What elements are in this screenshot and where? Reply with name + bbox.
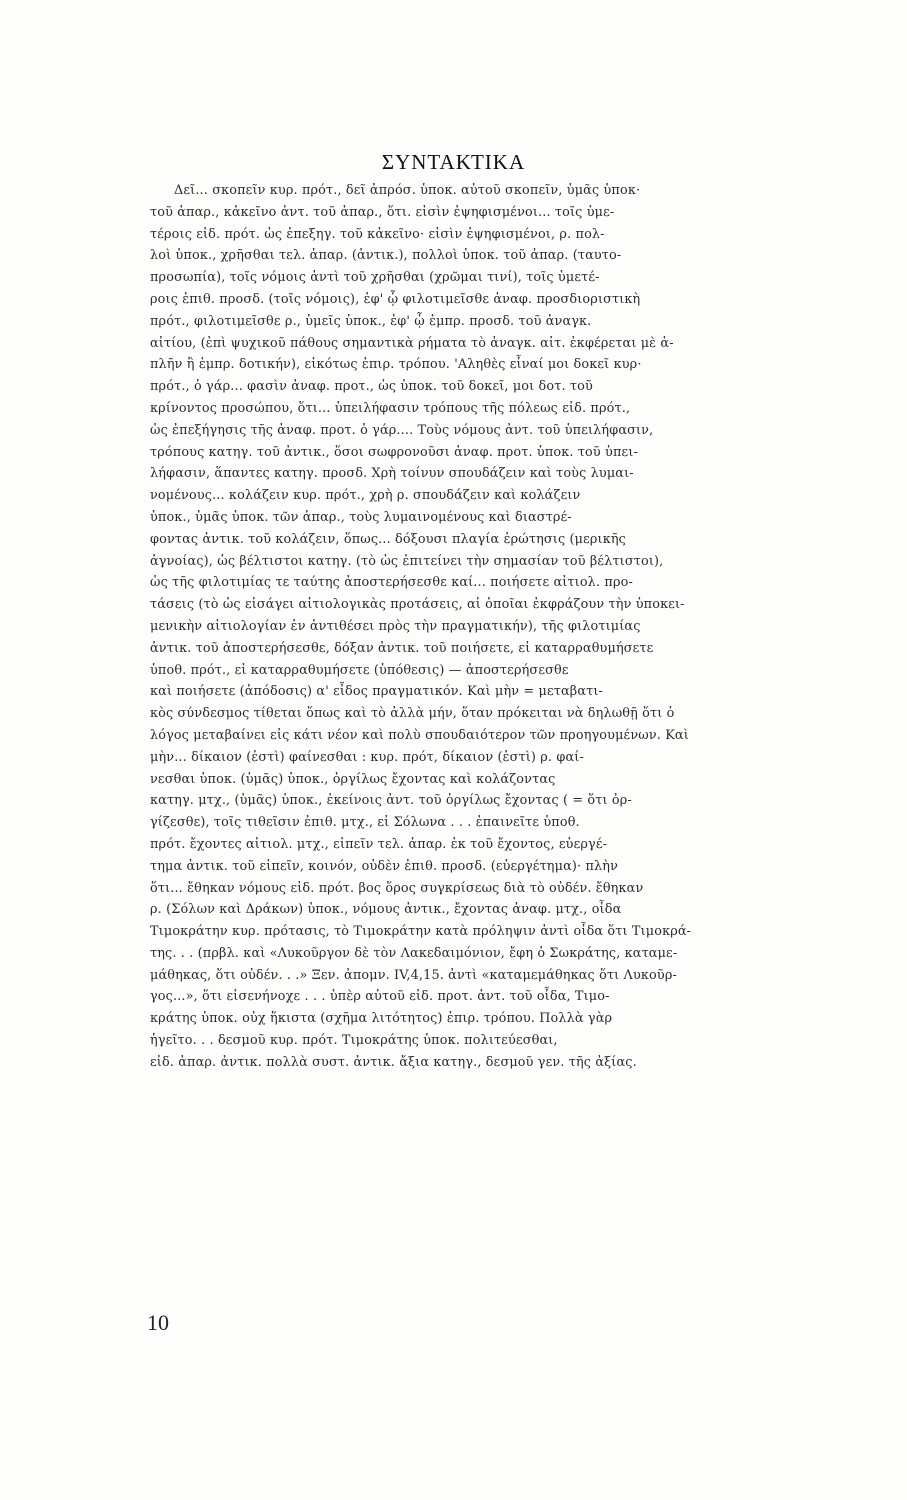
- text-line: γος...», ὅτι εἰσενήνοχε . . . ὑπὲρ αὐτοῦ εἰδ. προτ. ἀντ. τοῦ οἶδα, Τιμο-: [150, 989, 610, 1005]
- text-line: προσωπία), τοῖς νόμοις ἀντὶ τοῦ χρῆσθαι (χρῶμαι τινί), τοῖς ὑμετέ-: [150, 270, 600, 286]
- text-line: λοὶ ὑποκ., χρῆσθαι τελ. ἀπαρ. (ἀντικ.), πολλοὶ ὑποκ. τοῦ ἀπαρ. (ταυτο-: [150, 248, 622, 264]
- text-line: ροις ἐπιθ. προσδ. (τοῖς νόμοις), ἐφ' ᾧ φιλοτιμεῖσθε ἀναφ. προσδιοριστικὴ: [150, 291, 641, 307]
- text-line: καὶ ποιήσετε (ἀπόδοσις) α' εἶδος πραγματικόν. Καὶ μὴν = μεταβατι-: [150, 684, 604, 700]
- text-line: τρόπους κατηγ. τοῦ ἀντικ., ὅσοι σωφρονοῦσι ἀναφ. προτ. ὑποκ. τοῦ ὑπει-: [150, 444, 638, 460]
- text-line: τάσεις (τὸ ὡς εἰσάγει αἰτιολογικὰς προτάσεις, αἱ ὁποῖαι ἐκφράζουν τὴν ὑποκει-: [150, 597, 685, 613]
- text-line: κρίνοντος προσώπου, ὅτι... ὑπειλήφασιν τρόπους τῆς πόλεως εἰδ. πρότ.,: [150, 400, 631, 416]
- text-line: πρότ., φιλοτιμεῖσθε ρ., ὑμεῖς ὑποκ., ἐφ' ᾧ ἐμπρ. προσδ. τοῦ ἀναγκ.: [150, 313, 592, 329]
- text-line: ἡγεῖτο. . . δεσμοῦ κυρ. πρότ. Τιμοκράτης ὑποκ. πολιτεύεσθαι,: [150, 1033, 558, 1049]
- text-line: φοντας ἀντικ. τοῦ κολάζειν, ὅπως... δόξουσι πλαγία ἐρώτησις (μερικῆς: [150, 531, 626, 547]
- text-line: μάθηκας, ὅτι οὐδέν. . .» Ξεν. ἀπομν. IV,4,15. ἀντὶ «καταμεμάθηκας ὅτι Λυκοῦρ-: [150, 967, 677, 983]
- text-line: νομένους... κολάζειν κυρ. πρότ., χρὴ ρ. σπουδάζειν καὶ κολάζειν: [150, 488, 581, 504]
- text-line: πρότ., ὁ γάρ... φασὶν ἀναφ. προτ., ὡς ὑποκ. τοῦ δοκεῖ, μοι δοτ. τοῦ: [150, 379, 593, 395]
- text-line: εἰδ. ἀπαρ. ἀντικ. πολλὰ συστ. ἀντικ. ἄξια κατηγ., δεσμοῦ γεν. τῆς ἀξίας.: [150, 1054, 637, 1070]
- text-line: της. . . (πρβλ. καὶ «Λυκοῦργον δὲ τὸν Λακεδαιμόνιον, ἔφη ὁ Σωκράτης, καταμε-: [150, 945, 678, 961]
- text-line: ὑποκ., ὑμᾶς ὑποκ. τῶν ἀπαρ., τοὺς λυμαινομένους καὶ διαστρέ-: [150, 509, 572, 525]
- page-heading: ΣΥΝΤΑΚΤΙΚΑ: [381, 150, 526, 174]
- text-line: ὡς τῆς φιλοτιμίας τε ταύτης ἀποστερήσεσθε καί... ποιήσετε αἰτιολ. προ-: [150, 575, 633, 591]
- text-line: λόγος μεταβαίνει εἰς κάτι νέον καὶ πολὺ σπουδαιότερον τῶν προηγουμένων. Καὶ: [150, 727, 689, 743]
- text-line: Δεῖ... σκοπεῖν κυρ. πρότ., δεῖ ἀπρόσ. ὑποκ. αὐτοῦ σκοπεῖν, ὑμᾶς ὑποκ·: [174, 183, 641, 198]
- text-line: γίζεσθε), τοῖς τιθεῖσιν ἐπιθ. μτχ., εἰ Σόλωνα . . . ἐπαινεῖτε ὑποθ.: [150, 815, 580, 831]
- text-line: τοῦ ἀπαρ., κἀκεῖνο ἀντ. τοῦ ἀπαρ., ὅτι. εἰσὶν ἐψηφισμένοι... τοῖς ὑμε-: [150, 204, 615, 220]
- text-line: κράτης ὑποκ. οὐχ ἥκιστα (σχῆμα λιτότητος) ἐπιρ. τρόπου. Πολλὰ γὰρ: [150, 1011, 613, 1027]
- text-line: Τιμοκράτην κυρ. πρότασις, τὸ Τιμοκράτην κατὰ πρόληψιν ἀντὶ οἶδα ὅτι Τιμοκρά-: [150, 924, 692, 940]
- syntax-notes-text: [150, 180, 850, 1074]
- text-line: αἰτίου, (ἐπὶ ψυχικοῦ πάθους σημαντικὰ ρήματα τὸ ἀναγκ. αἰτ. ἐκφέρεται μὲ ἁ-: [150, 335, 674, 351]
- text-line: νεσθαι ὑποκ. (ὑμᾶς) ὑποκ., ὀργίλως ἔχοντας καὶ κολάζοντας: [150, 771, 556, 787]
- text-line: μὴν... δίκαιον (ἐστὶ) φαίνεσθαι : κυρ. πρότ, δίκαιον (ἐστὶ) ρ. φαί-: [150, 749, 584, 765]
- text-line: ὡς ἐπεξήγησις τῆς ἀναφ. προτ. ὁ γάρ.... Τοὺς νόμους ἀντ. τοῦ ὑπειλήφασιν,: [150, 422, 654, 438]
- text-line: πλῆν ἢ ἐμπρ. δοτικήν), εἰκότως ἐπιρ. τρόπου. 'Αληθὲς εἶναί μοι δοκεῖ κυρ·: [150, 357, 642, 373]
- text-line: τημα ἀντικ. τοῦ εἰπεῖν, κοινόν, οὐδὲν ἐπιθ. προσδ. (εὐεργέτημα)· πλὴν: [150, 858, 619, 874]
- text-line: κὸς σύνδεσμος τίθεται ὅπως καὶ τὸ ἀλλὰ μήν, ὅταν πρόκειται νὰ δηλωθῇ ὅτι ὁ: [150, 706, 675, 722]
- text-line: τέροις εἰδ. πρότ. ὡς ἐπεξηγ. τοῦ κἀκεῖνο· εἰσὶν ἐψηφισμένοι, ρ. πολ-: [150, 226, 605, 242]
- text-line: πρότ. ἔχοντες αἰτιολ. μτχ., εἰπεῖν τελ. ἀπαρ. ἐκ τοῦ ἔχοντος, εὐεργέ-: [150, 836, 608, 852]
- text-line: μενικὴν αἰτιολογίαν ἐν ἀντιθέσει πρὸς τὴν πραγματικήν), τῆς φιλοτιμίας: [150, 618, 641, 634]
- text-line: ἀντικ. τοῦ ἀποστερήσεσθε, δόξαν ἀντικ. τοῦ ποιήσετε, εἰ καταρραθυμήσετε: [150, 640, 654, 656]
- text-line: ρ. (Σόλων καὶ Δράκων) ὑποκ., νόμους ἀντικ., ἔχοντας ἀναφ. μτχ., οἶδα: [150, 902, 622, 918]
- text-line: ὑποθ. πρότ., εἰ καταρραθυμήσετε (ὑπόθεσις) — ἀποστερήσεσθε: [150, 662, 569, 678]
- page-number: 10: [147, 1310, 169, 1335]
- text-line: ἀγνοίας), ὡς βέλτιστοι κατηγ. (τὸ ὡς ἐπιτείνει τὴν σημασίαν τοῦ βέλτιστοι),: [150, 553, 664, 569]
- text-line: κατηγ. μτχ., (ὑμᾶς) ὑποκ., ἐκείνοις ἀντ. τοῦ ὀργίλως ἔχοντας ( = ὅτι ὀρ-: [150, 793, 632, 809]
- text-line: ὅτι... ἔθηκαν νόμους εἰδ. πρότ. βος ὅρος συγκρίσεως διὰ τὸ οὐδέν. ἔθηκαν: [150, 880, 644, 896]
- text-line: λήφασιν, ἅπαντες κατηγ. προσδ. Χρὴ τοίνυν σπουδάζειν καὶ τοὺς λυμαι-: [150, 466, 634, 482]
